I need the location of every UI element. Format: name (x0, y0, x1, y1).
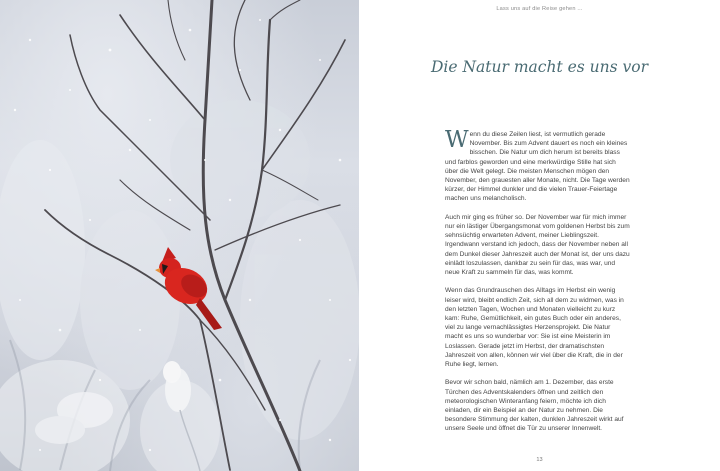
cardinal-winter-photo (0, 0, 359, 471)
paragraph-2: Auch mir ging es früher so. Der November war für mich immer nur ein lästiger Übergangsmonat vom goldenen Herbst bis zum sehnsüchtig erwarteten Advent, meiner Lieblingszeit. Irgendwann verstand ich jedoch, dass der November neben all dem Dunkel dieser Jahreszeit auch der Monat ist, der uns dazu einlädt loszulassen, dankbar zu sein für das, was war, und neue Kraft zu sammeln für das, was kommt. (445, 213, 630, 277)
paragraph-1-text: enn du diese Zeilen liest, ist vermutlich gerade November. Bis zum Advent dauert es noch ein kleines bisschen. Die Natur um dich herum ist bereits blass und farblos geworden und eine merkwürdige Stille hat sich über die Welt gelegt. Die meisten Menschen mögen den November, den grauesten aller Monate, nicht. Die Tage werden kürzer, der Himmel dunkler und die vielen Trauer-Feiertage machen uns melancholisch. (445, 131, 630, 203)
paragraph-1 (445, 127, 630, 204)
paragraph-3: Wenn das Grundrauschen des Alltags im Herbst ein wenig leiser wird, bleibt endlich Zeit, sich all dem zu widmen, was in den letzten Tagen, Wochen und Monaten vielleicht zu kurz kam: Ruhe, Gemütlichkeit, ein gutes Buch oder ein anderes, viel zu lange vernachlässigtes Herzensprojekt. Die Natur macht es uns so wunderbar vor: Sie ist eine Meisterin im Loslassen. Gerade jetzt im Herbst, der dramatischsten Jahreszeit von allen, können wir viel über die Kraft, die in der Ruhe liegt, lernen. (445, 287, 624, 369)
page-number: 13 (536, 457, 543, 463)
chapter-title: Die Natur macht es uns vor (431, 58, 648, 76)
running-head: Lass uns auf die Reise gehen ... (496, 6, 583, 12)
body-text (445, 127, 630, 443)
drop-cap: W (445, 127, 469, 153)
text-page (359, 0, 720, 471)
paragraph-4: Bevor wir schon bald, nämlich am 1. Dezember, das erste Türchen des Adventskalenders öffnen und zeitlich den meteorologischen Winteranfang feiern, möchte ich dich einladen, dir ein Beispiel an der Natur zu nehmen. Die besondere Stimmung der kalten, dunklen Jahreszeit wirkt auf unsere Seele und öffnet die Tür zu unserer Innenwelt. (445, 379, 624, 433)
photo-illustration (0, 0, 359, 471)
